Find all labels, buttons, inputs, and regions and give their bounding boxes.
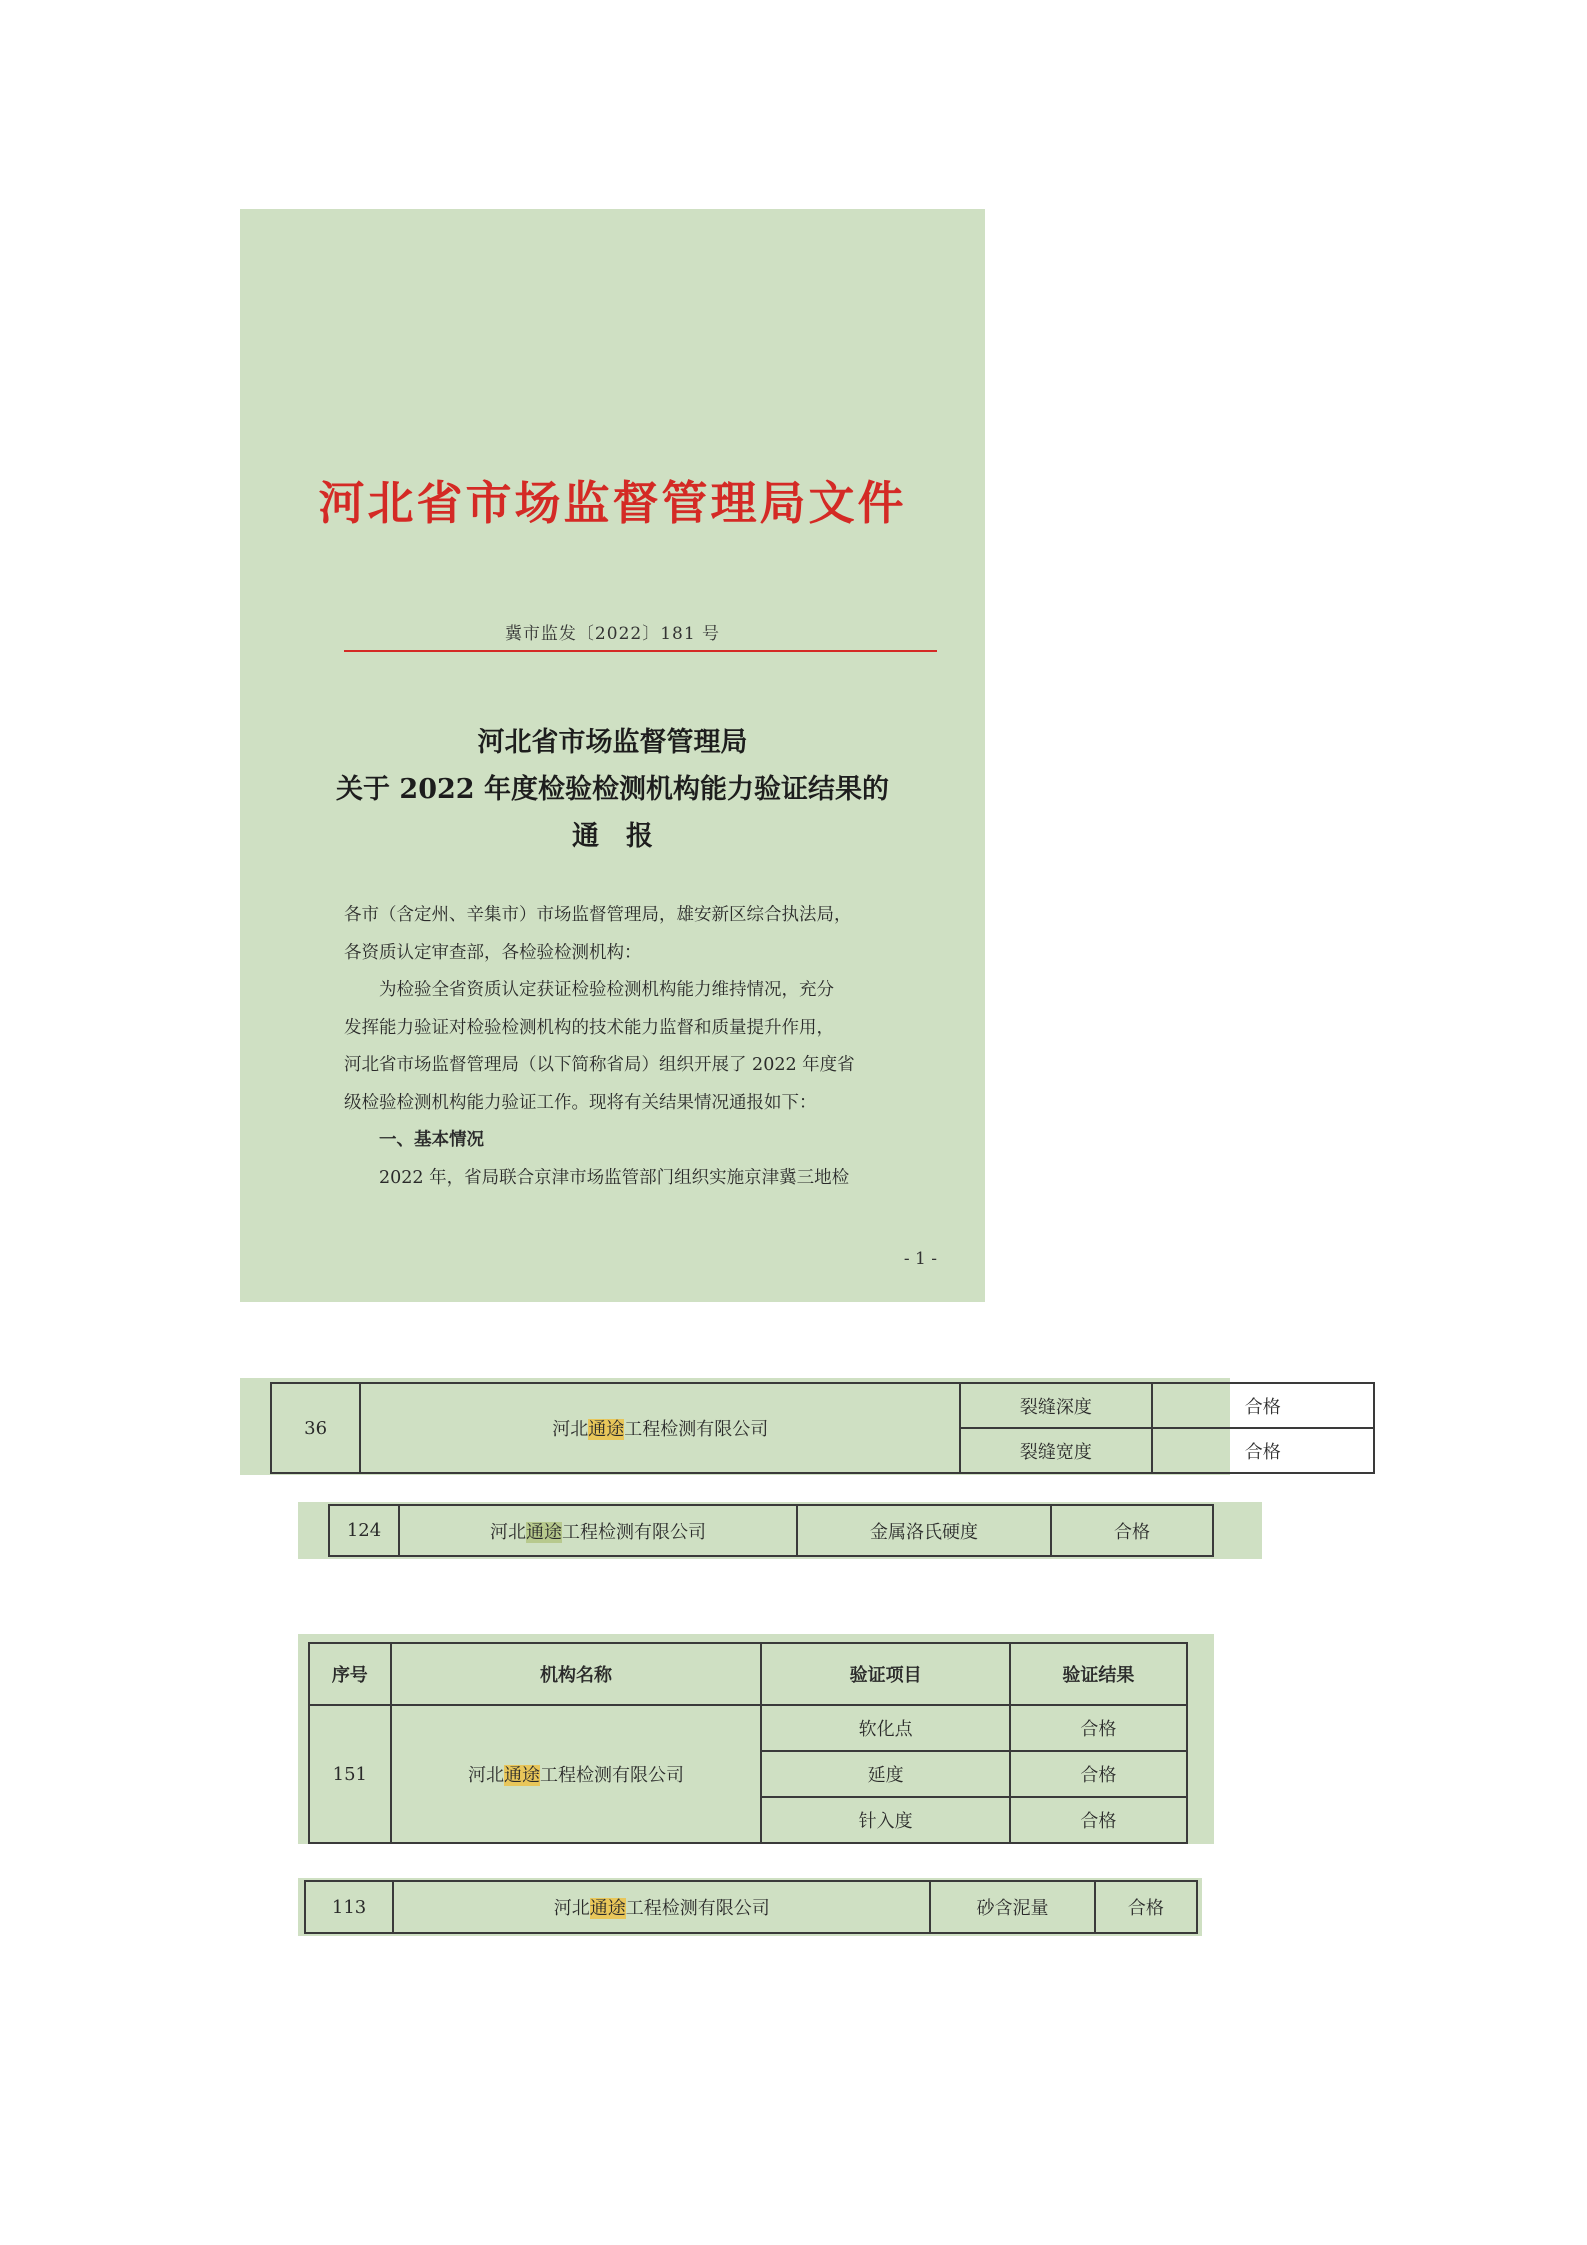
red-divider-line <box>344 650 937 652</box>
index-cell: 113 <box>305 1881 393 1933</box>
company-highlight: 通途 <box>588 1419 625 1440</box>
result-cell: 合格 <box>1010 1797 1187 1843</box>
company-highlight: 通途 <box>503 1765 540 1786</box>
result-cell: 合格 <box>1152 1428 1374 1473</box>
result-cell: 合格 <box>1010 1751 1187 1797</box>
company-prefix: 河北 <box>467 1765 504 1786</box>
result-cell: 合格 <box>1051 1505 1213 1556</box>
company-prefix: 河北 <box>553 1898 590 1919</box>
notice-title <box>240 719 985 860</box>
result-table <box>270 1382 1375 1474</box>
company-highlight: 通途 <box>526 1521 562 1543</box>
table-header-row <box>309 1643 1187 1705</box>
document-number: 冀市监发〔2022〕181 号 <box>504 624 721 644</box>
company-highlight: 通途 <box>589 1898 626 1919</box>
document-page <box>240 209 985 1302</box>
table-row <box>305 1881 1197 1933</box>
red-header-title: 河北省市场监督管理局文件 <box>318 476 907 530</box>
company-prefix: 河北 <box>490 1521 526 1543</box>
item-cell: 裂缝深度 <box>960 1383 1151 1428</box>
paragraph-line: 河北省市场监督管理局（以下简称省局）组织开展了 2022 年度省 <box>344 1055 855 1075</box>
company-suffix: 工程检测有限公司 <box>624 1419 769 1440</box>
item-cell: 软化点 <box>761 1705 1010 1751</box>
page-number: - 1 - <box>903 1249 937 1269</box>
paragraph-line: 各市（含定州、辛集市）市场监督管理局，雄安新区综合执法局， <box>344 905 852 925</box>
item-cell: 裂缝宽度 <box>960 1428 1151 1473</box>
table-snippet-151 <box>298 1634 1214 1844</box>
paragraph-line: 2022 年，省局联合京津市场监管部门组织实施京津冀三地检 <box>379 1167 850 1188</box>
notice-title-line: 河北省市场监督管理局 <box>477 727 748 758</box>
company-name-cell <box>399 1505 797 1556</box>
table-row <box>271 1383 1374 1428</box>
header-item: 验证项目 <box>761 1643 1010 1705</box>
company-prefix: 河北 <box>552 1419 589 1440</box>
table-snippet-113 <box>298 1878 1202 1936</box>
header-result: 验证结果 <box>1010 1643 1187 1705</box>
result-cell: 合格 <box>1010 1705 1187 1751</box>
index-cell: 36 <box>271 1383 360 1473</box>
notice-title-line: 关于 2022 年度检验检测机构能力验证结果的 <box>336 774 889 805</box>
section-heading: 一、基本情况 <box>379 1130 484 1150</box>
table-row <box>329 1505 1213 1556</box>
paragraph-line: 为检验全省资质认定获证检验检测机构能力维持情况，充分 <box>379 980 834 1000</box>
header-company: 机构名称 <box>391 1643 762 1705</box>
header-index: 序号 <box>309 1643 391 1705</box>
result-cell: 合格 <box>1152 1383 1374 1428</box>
result-table <box>304 1880 1198 1934</box>
table-row <box>309 1705 1187 1751</box>
company-suffix: 工程检测有限公司 <box>625 1898 770 1919</box>
paragraph-line: 各资质认定审查部，各检验检测机构： <box>344 942 642 963</box>
paragraph-line: 级检验检测机构能力验证工作。现将有关结果情况通报如下： <box>344 1092 817 1113</box>
company-name-cell <box>360 1383 960 1473</box>
result-table <box>308 1642 1188 1844</box>
item-cell: 针入度 <box>761 1797 1010 1843</box>
notice-body <box>344 897 944 1197</box>
notice-title-line: 通 报 <box>572 821 653 852</box>
item-cell: 砂含泥量 <box>930 1881 1094 1933</box>
item-cell: 金属洛氏硬度 <box>797 1505 1051 1556</box>
index-cell: 151 <box>309 1705 391 1843</box>
table-snippet-36 <box>240 1378 1281 1475</box>
company-suffix: 工程检测有限公司 <box>562 1521 706 1543</box>
company-name-cell <box>393 1881 930 1933</box>
company-name-cell <box>391 1705 762 1843</box>
index-cell: 124 <box>329 1505 399 1556</box>
paragraph-line: 发挥能力验证对检验检测机构的技术能力监督和质量提升作用， <box>344 1017 834 1038</box>
result-cell: 合格 <box>1095 1881 1197 1933</box>
company-suffix: 工程检测有限公司 <box>539 1765 684 1786</box>
result-table <box>328 1504 1214 1557</box>
table-snippet-124 <box>298 1502 1262 1559</box>
item-cell: 延度 <box>761 1751 1010 1797</box>
